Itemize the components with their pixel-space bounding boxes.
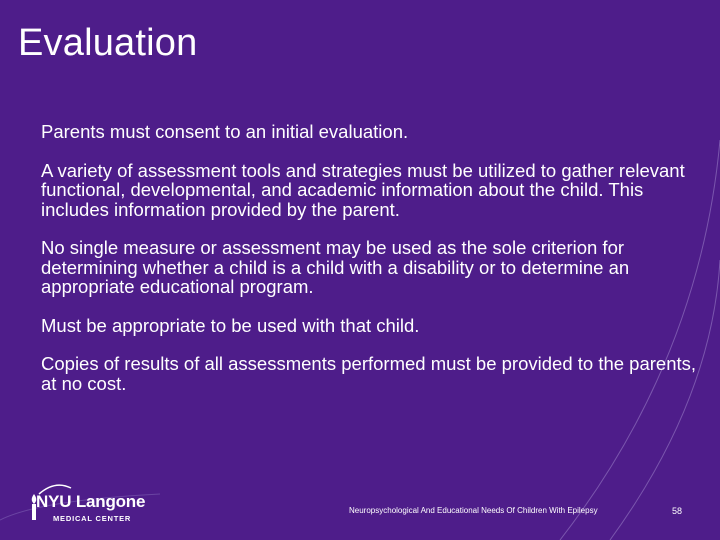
bullet-list [41, 122, 703, 412]
nyu-langone-logo [27, 490, 157, 526]
logo-sub-text: MEDICAL CENTER [53, 514, 132, 523]
bullet-item: No single measure or assessment may be used as the sole criterion for determining whether a child is a child with a disability or to determine an appropriate educational program. [41, 237, 630, 297]
bullet-item: Copies of results of all assessments performed must be provided to the parents, at no cost. [41, 353, 697, 394]
page-number: 58 [672, 506, 683, 516]
bullet-item: Parents must consent to an initial evaluation. [41, 121, 409, 142]
bullet-item: A variety of assessment tools and strategies must be utilized to gather relevant functional, developmental, and academic information about the child. This includes information provided by the parent. [41, 159, 685, 220]
logo-brand-text: NYU Langone [36, 492, 146, 511]
footer-caption: Neuropsychological And Educational Needs Of Children With Epilepsy [349, 506, 598, 515]
bullet-item: Must be appropriate to be used with that child. [41, 314, 420, 336]
slide-title: Evaluation [18, 22, 198, 64]
